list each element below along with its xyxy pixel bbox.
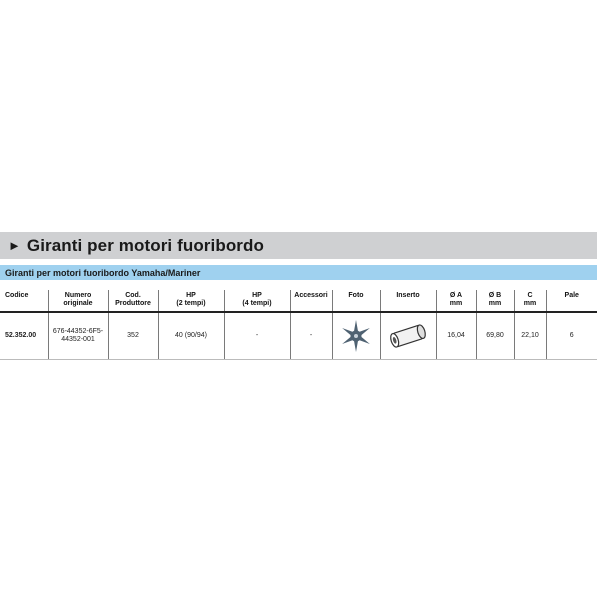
section-title: Giranti per motori fuoribordo	[26, 235, 264, 255]
header-numero-originale: Numero originale	[48, 290, 108, 312]
header-diam-a: Ø A mm	[436, 290, 476, 312]
cell-inserto	[380, 312, 436, 360]
header-cod-produttore: Cod. Produttore	[108, 290, 158, 312]
header-hp-4-tempi: HP (4 tempi)	[224, 290, 290, 312]
subsection-title: Giranti per motori fuoribordo Yamaha/Mariner	[5, 267, 201, 278]
subsection-header	[0, 265, 597, 280]
header-foto: Foto	[332, 290, 380, 312]
header-inserto: Inserto	[380, 290, 436, 312]
cell-diam-b: 69,80	[476, 312, 514, 360]
header-pale: Pale	[546, 290, 597, 312]
cell-accessori: -	[290, 312, 332, 360]
section-header	[0, 232, 597, 259]
header-hp-2-tempi: HP (2 tempi)	[158, 290, 224, 312]
cell-numero-originale: 676-44352-6F5-44352-001	[48, 312, 108, 360]
cell-hp-4-tempi: -	[224, 312, 290, 360]
cell-c: 22,10	[514, 312, 546, 360]
header-diam-b: Ø B mm	[476, 290, 514, 312]
cell-cod-produttore: 352	[108, 312, 158, 360]
impeller-icon	[338, 318, 374, 354]
header-codice: Codice	[0, 290, 48, 312]
table-header-row	[0, 290, 597, 312]
product-table	[0, 290, 597, 360]
cell-codice: 52.352.00	[0, 312, 48, 360]
insert-sleeve-icon	[387, 321, 429, 351]
cell-hp-2-tempi: 40 (90/94)	[158, 312, 224, 360]
header-accessori: Accessori	[290, 290, 332, 312]
cell-foto	[332, 312, 380, 360]
cell-diam-a: 16,04	[436, 312, 476, 360]
section-arrow-icon: ►	[8, 238, 21, 253]
cell-pale: 6	[546, 312, 597, 360]
table-row	[0, 312, 597, 360]
header-c: C mm	[514, 290, 546, 312]
